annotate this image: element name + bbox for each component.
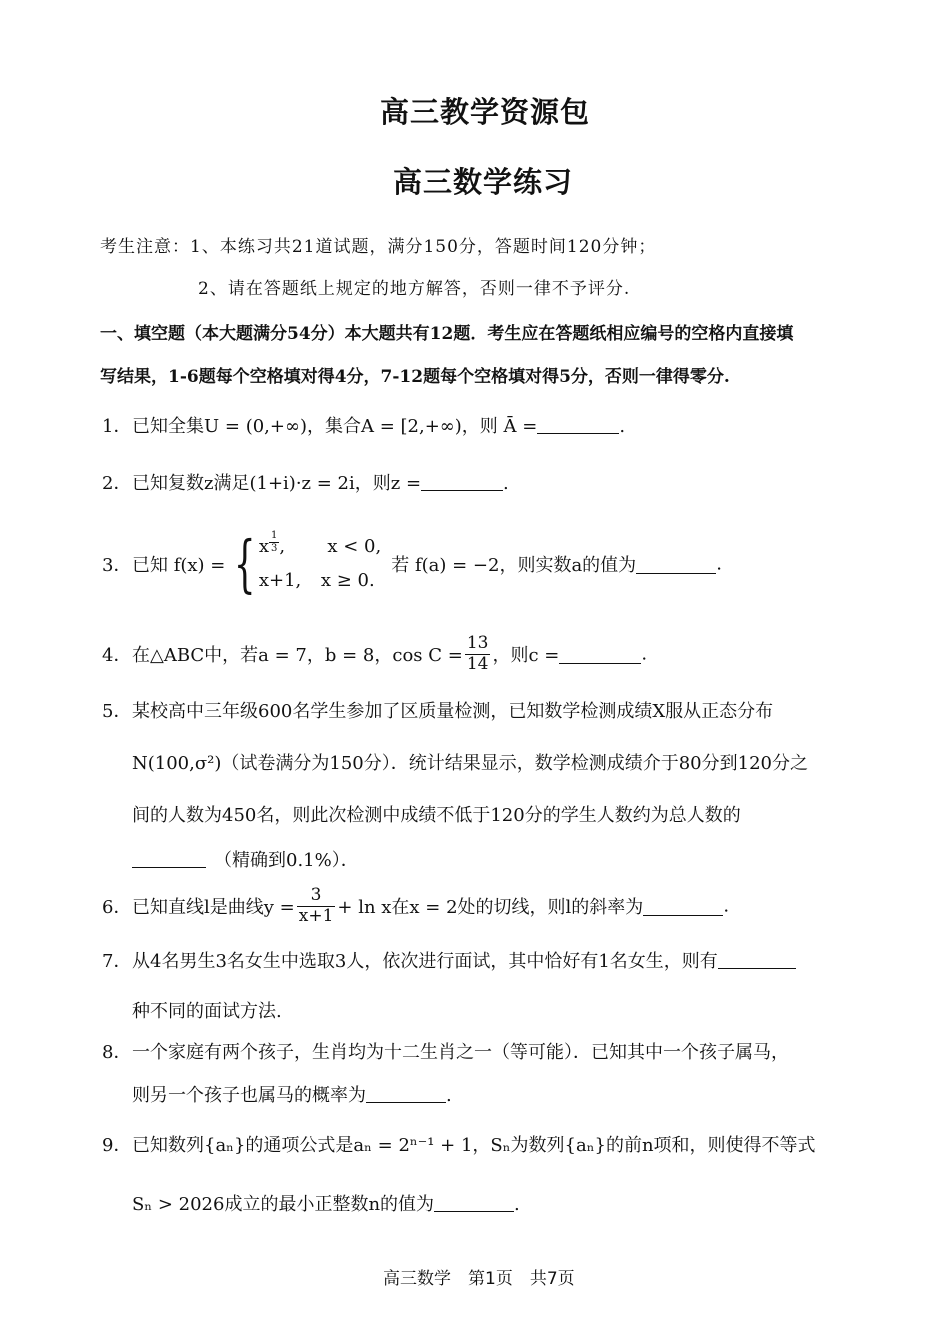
question-end: . <box>641 643 648 665</box>
question-5-line-4 <box>132 846 359 872</box>
question-text-line-1: 已知数列{aₙ}的通项公式是aₙ = 2ⁿ⁻¹ + 1，Sₙ为数列{aₙ}的前n项和，则使得不等式 <box>132 1135 816 1156</box>
question-text: Sₙ > 2026成立的最小正整数n的值为 <box>132 1194 435 1215</box>
question-number: 8． <box>102 1042 132 1063</box>
question-number: 2． <box>102 473 132 494</box>
question-end: . <box>619 416 626 437</box>
question-7 <box>102 947 796 973</box>
answer-blank[interactable] <box>421 472 503 491</box>
cos-fraction: $\frac{13}{14}$ <box>466 633 489 674</box>
question-end: . <box>514 1194 520 1215</box>
question-8-line-2 <box>132 1081 452 1107</box>
section-1-instructions-line-1: 一、填空题（本大题满分54分）本大题共有12题．考生应在答题纸相应编号的空格内直接填 <box>100 324 794 344</box>
piecewise-cases <box>259 530 381 598</box>
question-number: 1． <box>102 416 132 437</box>
question-text-line-1: 某校高中三年级600名学生参加了区质量检测，已知数学检测成绩X服从正态分布 <box>132 701 774 722</box>
question-text: 已知 f(x) = <box>132 555 226 577</box>
answer-blank[interactable] <box>132 849 206 868</box>
question-1 <box>102 412 625 438</box>
question-number: 5． <box>102 701 132 722</box>
question-text: 则另一个孩子也属马的概率为 <box>132 1085 366 1106</box>
question-number: 7． <box>102 951 132 972</box>
section-1-instructions-line-2: 写结果，1-6题每个空格填对得4分，7-12题每个空格填对得5分，否则一律得零分. <box>100 367 730 387</box>
page-footer: 高三数学 第1页 共7页 <box>383 1269 575 1289</box>
question-end: . <box>503 473 509 494</box>
answer-blank[interactable] <box>718 950 796 969</box>
question-5-line-2: N(100,σ²)（试卷满分为150分）．统计结果显示，数学检测成绩介于80分到120分之 <box>132 753 808 774</box>
question-number: 6． <box>102 897 132 919</box>
answer-blank[interactable] <box>636 555 716 574</box>
question-number: 4． <box>102 645 132 667</box>
resource-title: 高三教学资源包 <box>380 95 591 129</box>
question-text-post: 若 f(a) = −2，则实数a的值为 <box>391 555 637 577</box>
question-text: （精确到0.1%）． <box>214 850 359 871</box>
question-3 <box>102 527 722 610</box>
question-end: . <box>446 1085 452 1106</box>
question-7-line-2: 种不同的面试方法. <box>132 1001 282 1022</box>
answer-blank[interactable] <box>643 897 723 916</box>
question-text-line-1: 一个家庭有两个孩子，生肖均为十二生肖之一（等可能）．已知其中一个孩子属马， <box>132 1042 789 1063</box>
answer-blank[interactable] <box>559 645 641 664</box>
question-number: 3． <box>102 555 132 577</box>
piecewise-case-2: x+1, x ≥ 0. <box>258 570 375 592</box>
answer-blank[interactable] <box>366 1084 446 1103</box>
question-8 <box>102 1038 789 1064</box>
question-4 <box>102 634 647 674</box>
question-9 <box>102 1131 816 1157</box>
answer-blank[interactable] <box>537 415 619 434</box>
answer-blank[interactable] <box>434 1193 514 1212</box>
question-end: . <box>716 553 722 575</box>
question-end: . <box>723 895 730 917</box>
question-5 <box>102 697 773 723</box>
piecewise-brace: { <box>234 527 256 601</box>
question-text: 已知复数z满足(1+i)·z = 2i，则z = <box>132 473 422 494</box>
piecewise-case-1: x $^{\frac{1}{3}}$ , x < 0, <box>258 530 382 557</box>
question-text-line-1: 从4名男生3名女生中选取3人，依次进行面试，其中恰好有1名女生，则有 <box>132 951 718 972</box>
notice-line-1: 考生注意：1、本练习共21道试题，满分150分，答题时间120分钟； <box>100 237 657 257</box>
question-text-post: + ln x在x = 2处的切线，则l的斜率为 <box>337 897 644 919</box>
paper-title: 高三数学练习 <box>393 165 574 199</box>
question-text: 已知直线l是曲线y = <box>132 897 295 919</box>
question-number: 9． <box>102 1135 132 1156</box>
question-text: 在△ABC中，若a = 7，b = 8，cos C = <box>132 645 463 667</box>
notice-line-2: 2、请在答题纸上规定的地方解答，否则一律不予评分. <box>198 279 631 299</box>
question-text: 已知全集U = (0,+∞)，集合A = [2,+∞)，则 Ā = <box>132 416 538 437</box>
question-6 <box>102 886 729 926</box>
curve-fraction: $\frac{3}{x+1}$ <box>298 885 334 926</box>
question-2 <box>102 469 509 495</box>
question-5-line-3: 间的人数为450名，则此次检测中成绩不低于120分的学生人数约为总人数的 <box>132 805 741 826</box>
question-9-line-2 <box>132 1190 520 1216</box>
question-text-post: ，则c = <box>492 645 560 667</box>
